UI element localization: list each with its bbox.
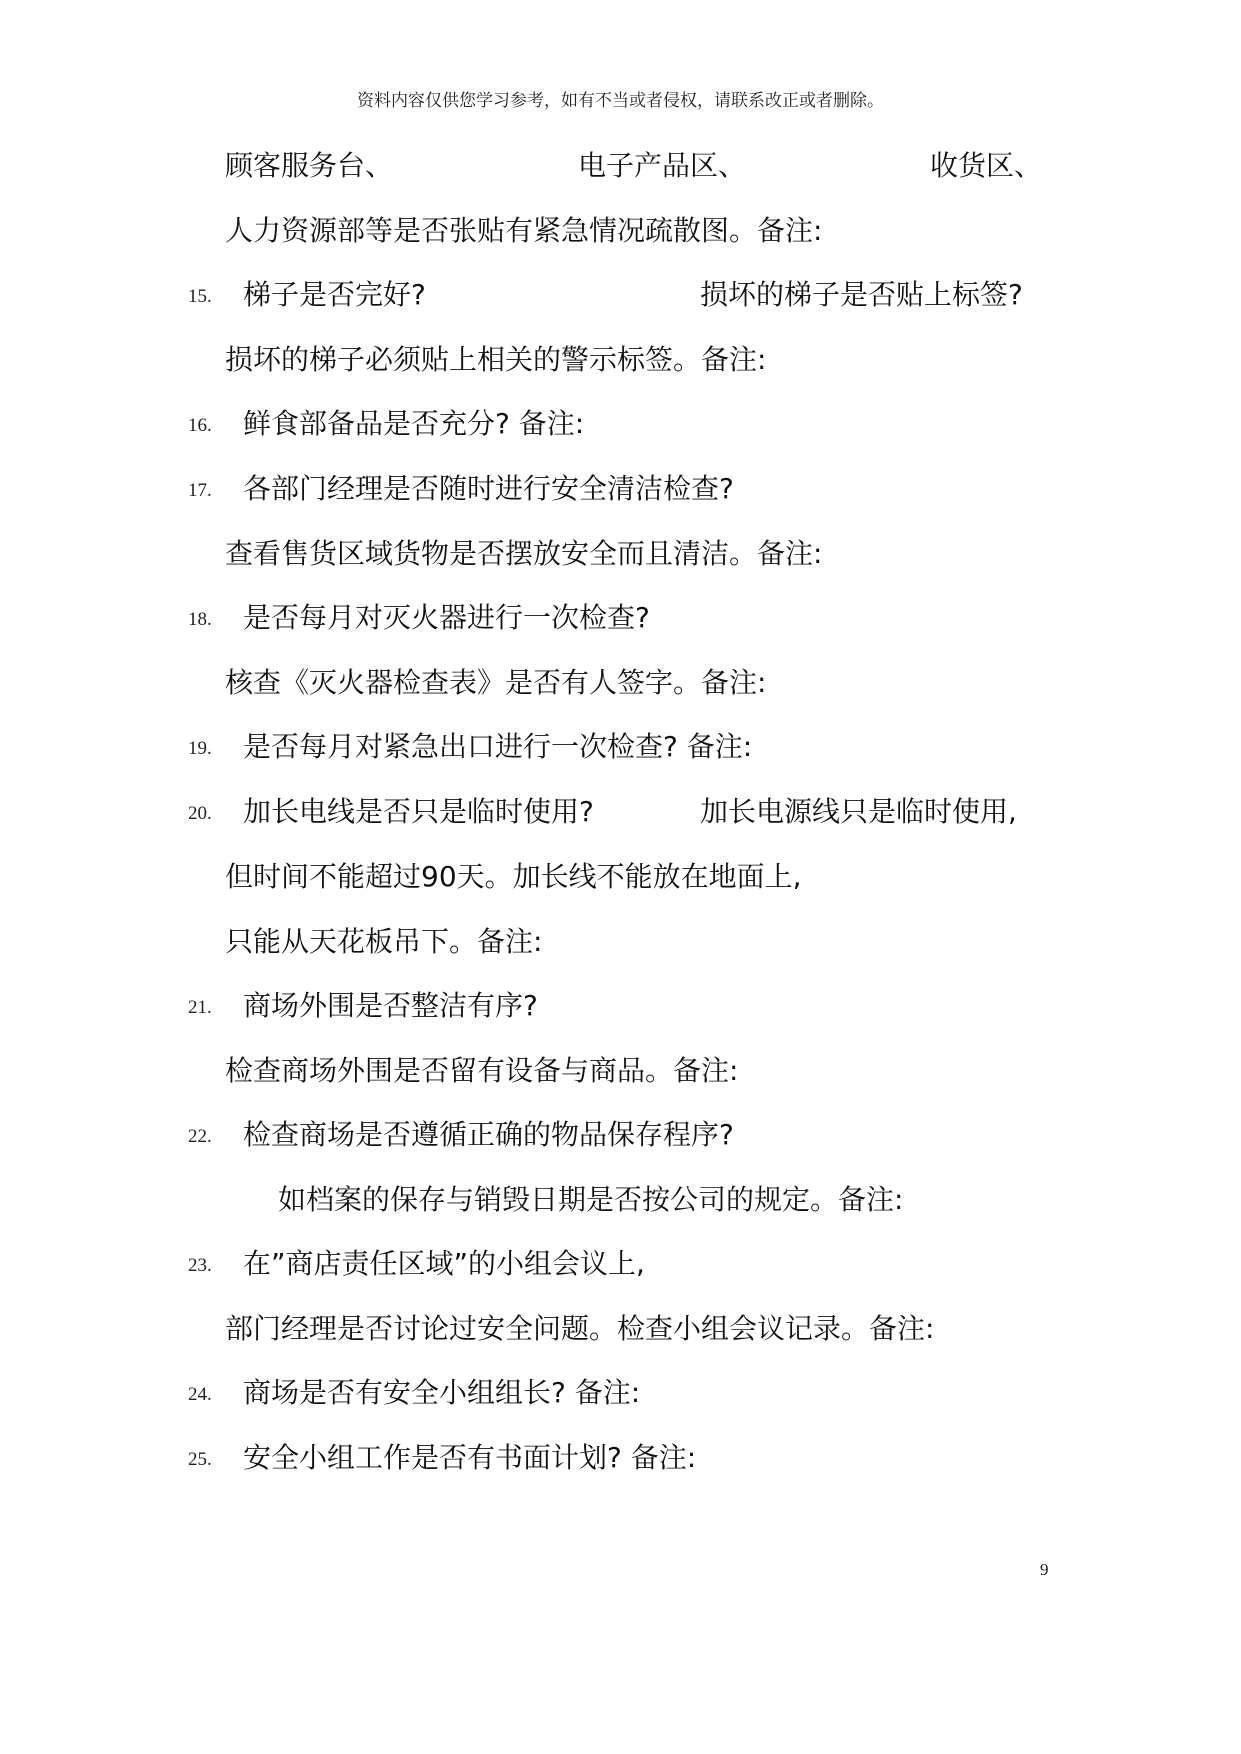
item-note: 如档案的保存与销毁日期是否按公司的规定。备注: xyxy=(278,1183,904,1216)
item-question: 梯子是否完好? xyxy=(243,278,426,311)
item-question: 是否每月对灭火器进行一次检查? xyxy=(243,601,650,634)
item-number: 22. xyxy=(188,1126,212,1147)
page-number: 9 xyxy=(1040,1560,1049,1579)
item-question-secondary: 加长电源线只是临时使用, xyxy=(700,795,1017,828)
item-question: 商场外围是否整洁有序? xyxy=(243,989,538,1022)
item-note: 查看售货区域货物是否摆放安全而且清洁。备注: xyxy=(225,537,823,570)
intro-col2: 电子产品区、 xyxy=(578,149,747,182)
item-question: 各部门经理是否随时进行安全清洁检查? xyxy=(243,472,734,505)
item-note: 损坏的梯子必须贴上相关的警示标签。备注: xyxy=(225,343,767,376)
item-question: 鲜食部备品是否充分? 备注: xyxy=(243,407,585,440)
item-question: 检查商场是否遵循正确的物品保存程序? xyxy=(243,1118,734,1151)
item-note: 但时间不能超过90天。加长线不能放在地面上, xyxy=(225,860,802,893)
intro-col1: 顾客服务台、 xyxy=(225,149,394,182)
intro-line2: 人力资源部等是否张贴有紧急情况疏散图。备注: xyxy=(225,214,823,247)
page-header: 资料内容仅供您学习参考，如有不当或者侵权，请联系改正或者删除。 xyxy=(357,91,884,111)
item-number: 20. xyxy=(188,803,212,824)
item-question: 安全小组工作是否有书面计划? 备注: xyxy=(243,1441,697,1474)
item-note: 部门经理是否讨论过安全问题。检查小组会议记录。备注: xyxy=(225,1312,935,1345)
item-number: 25. xyxy=(188,1449,212,1470)
item-question: 在”商店责任区域”的小组会议上, xyxy=(243,1247,645,1280)
item-number: 21. xyxy=(188,997,212,1018)
item-number: 18. xyxy=(188,609,212,630)
item-note: 检查商场外围是否留有设备与商品。备注: xyxy=(225,1054,739,1087)
item-question-secondary: 损坏的梯子是否贴上标签? xyxy=(700,278,1023,311)
item-number: 15. xyxy=(188,286,212,307)
item-question: 加长电线是否只是临时使用? xyxy=(243,795,594,828)
intro-col3: 收货区、 xyxy=(930,149,1043,182)
item-question: 商场是否有安全小组组长? 备注: xyxy=(243,1376,641,1409)
item-note: 核查《灭火器检查表》是否有人签字。备注: xyxy=(225,666,767,699)
item-number: 24. xyxy=(188,1384,212,1405)
item-note: 只能从天花板吊下。备注: xyxy=(225,925,543,958)
item-number: 16. xyxy=(188,415,212,436)
item-number: 17. xyxy=(188,480,212,501)
item-number: 23. xyxy=(188,1255,212,1276)
item-question: 是否每月对紧急出口进行一次检查? 备注: xyxy=(243,730,753,763)
item-number: 19. xyxy=(188,738,212,759)
